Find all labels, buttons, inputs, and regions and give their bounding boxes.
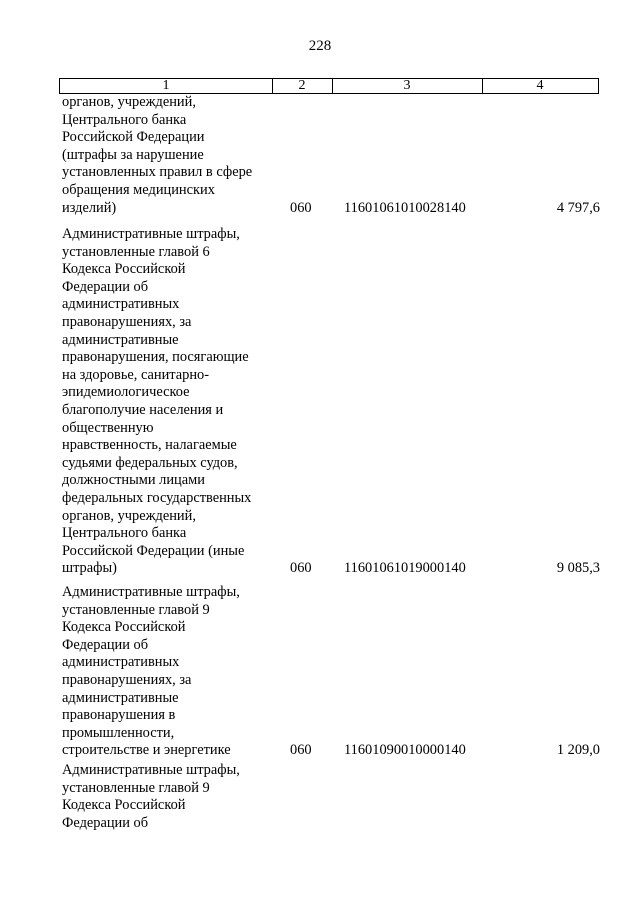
column-header-1: 1 xyxy=(59,78,273,94)
row-kbk: 11601061010028140 xyxy=(344,199,466,216)
row-amount: 4 797,6 xyxy=(556,199,600,216)
row-description: Административные штрафы, установленные главой 9 Кодекса Российской Федерации об административных правонарушениях, за административные правонарушения в промышленности, строительстве и энергетике xyxy=(62,584,240,759)
row-code: 060 xyxy=(290,199,312,216)
row-kbk: 11601061019000140 xyxy=(344,560,466,577)
row-code: 060 xyxy=(290,560,312,577)
row-description: Административные штрафы, установленные главой 9 Кодекса Российской Федерации об xyxy=(62,762,240,831)
page-number: 228 xyxy=(308,38,332,54)
row-description: органов, учреждений, Центрального банка Российской Федерации (штрафы за нарушение установленных правил в сфере обращения медицинских изделий) xyxy=(62,94,253,216)
column-header-4: 4 xyxy=(482,78,599,94)
row-kbk: 11601090010000140 xyxy=(344,742,466,759)
row-amount: 1 209,0 xyxy=(556,742,600,759)
row-code: 060 xyxy=(290,742,312,759)
column-header-3: 3 xyxy=(332,78,483,94)
row-description: Административные штрафы, установленные главой 6 Кодекса Российской Федерации об административных правонарушениях, за административные правонарушения, посягающие на здоровье, санитарно- эпидемиологическое благополучие населения и общественную нравственность, налагаемые судьями федеральных судов, должностными лицами федеральных государственных органов, учреждений, Центрального банка Российской Федерации (иные штрафы) xyxy=(62,226,252,577)
column-header-2: 2 xyxy=(272,78,333,94)
row-amount: 9 085,3 xyxy=(556,560,600,577)
